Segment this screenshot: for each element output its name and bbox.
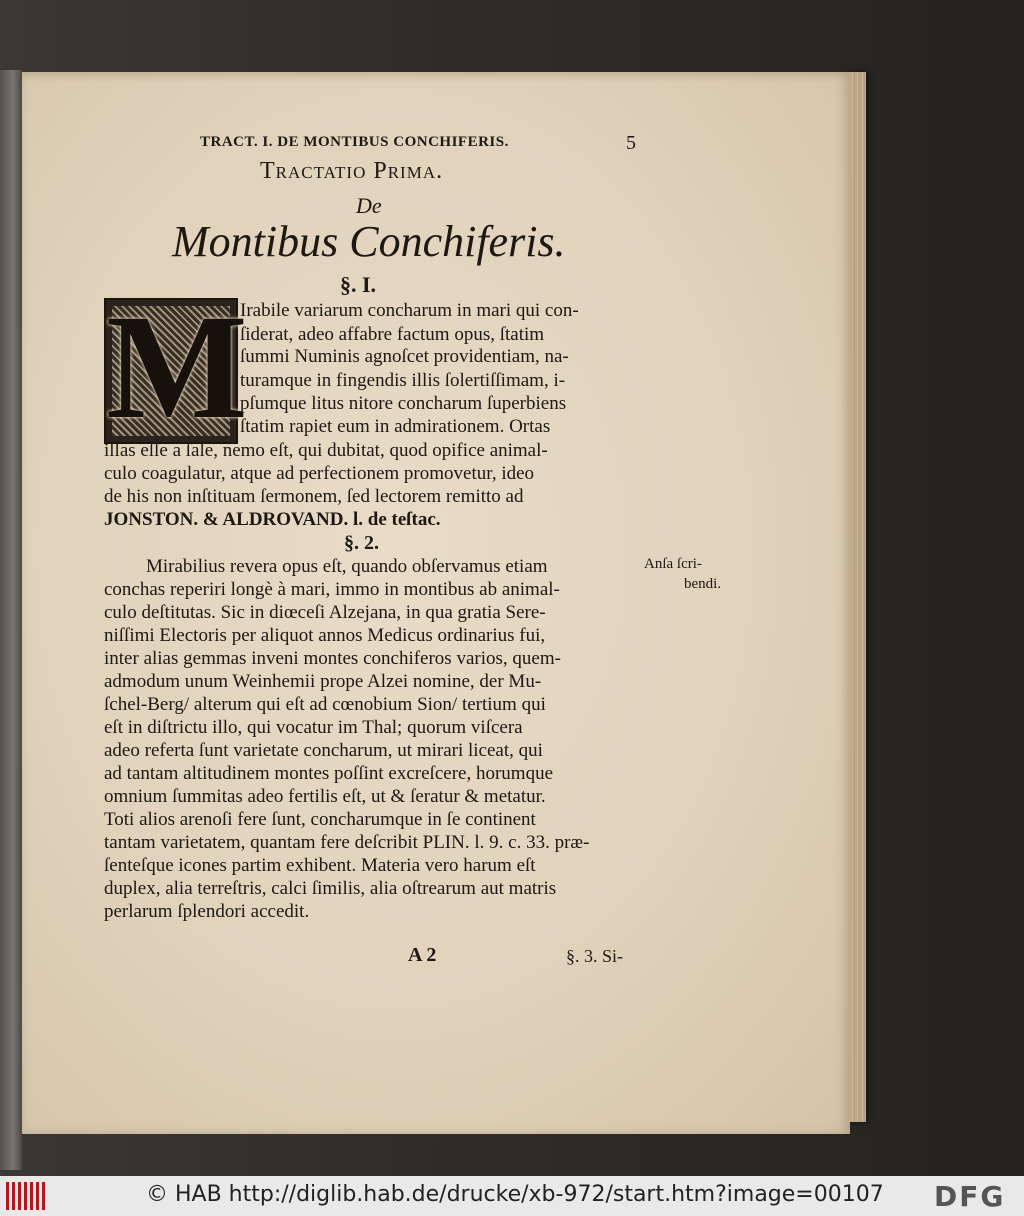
title-line-2: De [356, 193, 382, 218]
text-line: inter alias gemmas inveni montes conchiferos varios, quem- [104, 648, 561, 669]
text-line: conchas reperiri longè à mari, immo in montibus ab animal- [104, 579, 560, 600]
text-line: illas eſſe a ſale, nemo eſt, qui dubitat, quod opifice animal- [104, 440, 548, 461]
text-line: ad tantam altitudinem montes poſſint excreſcere, horumque [104, 763, 553, 784]
margin-note [644, 554, 721, 594]
title-line-3: Montibus Conchiferis. [172, 217, 566, 266]
footer-banner [0, 1176, 1024, 1216]
copyright-link[interactable]: © HAB http://diglib.hab.de/drucke/xb-972/start.htm?image=00107 [146, 1182, 884, 1207]
text-line: adeo referta ſunt varietate concharum, ut mirari liceat, qui [104, 740, 543, 761]
text-line: ſenteſque icones partim exhibent. Materia vero harum eſt [104, 855, 536, 876]
text-line: ſiderat, adeo affabre factum opus, ſtatim [240, 324, 545, 345]
text-line: culo deſtitutas. Sic in diœceſi Alzejana, in qua gratia Sere- [104, 602, 546, 623]
text-line: culo coagulatur, atque ad perfectionem promovetur, ideo [104, 463, 535, 484]
title-line-1: Tractatio Prima. [260, 158, 444, 184]
catchword: §. 3. Si- [566, 946, 624, 966]
text-line: niſſimi Electoris per aliquot annos Medicus ordinarius fui, [104, 625, 546, 646]
text-line: perlarum ſplendori accedit. [104, 901, 310, 922]
text-line: turamque in fingendis illis ſolertiſſimam, i- [240, 370, 566, 391]
section-heading-2: §. 2. [344, 532, 379, 554]
facing-page-edge [0, 70, 22, 1170]
text-line: ſtatim rapiet eum in admirationem. Ortas [240, 416, 551, 437]
dfg-logo: DFG [934, 1180, 1006, 1213]
decorated-initial [104, 284, 248, 450]
text-line: de his non inſtituam ſermonem, ſed lectorem remitto ad [104, 486, 524, 507]
text-line: eſt in diſtrictu illo, qui vocatur im Thal; quorum viſcera [104, 717, 523, 738]
text-line: omnium ſummitas adeo fertilis eſt, ut & ſeratur & metatur. [104, 786, 546, 807]
text-line: Mirabilius revera opus eſt, quando obſervamus etiam [146, 556, 548, 577]
barcode-icon [6, 1182, 48, 1210]
initial-letter: M [106, 284, 248, 450]
running-head: TRACT. I. DE MONTIBUS CONCHIFERIS. [200, 134, 509, 150]
page-number: 5 [626, 132, 636, 154]
text-line: JONSTON. & ALDROVAND. l. de teſtac. [104, 509, 441, 530]
text-line: pſumque litus nitore concharum ſuperbiens [240, 393, 567, 414]
text-line: tantam varietatem, quantam fere deſcribit PLIN. l. 9. c. 33. præ- [104, 832, 590, 853]
text-line: Irabile variarum concharum in mari qui con- [240, 300, 579, 321]
margin-note-line: Anſa ſcri- [644, 556, 702, 572]
text-line: ſchel-Berg/ alterum qui eſt ad cœnobium Sion/ tertium qui [104, 694, 546, 715]
signature-mark: A 2 [408, 944, 437, 966]
text-line: ſummi Numinis agnoſcet providentiam, na- [240, 346, 569, 367]
margin-note-line: bendi. [684, 576, 722, 592]
text-line: duplex, alia terreſtris, calci ſimilis, alia oſtrearum aut matris [104, 878, 557, 899]
text-line: Toti alios arenoſi fere ſunt, concharumque in ſe continent [104, 809, 536, 830]
section-heading-1: §. I. [340, 272, 377, 297]
text-line: admodum unum Weinhemii prope Alzei nomine, der Mu- [104, 671, 542, 692]
